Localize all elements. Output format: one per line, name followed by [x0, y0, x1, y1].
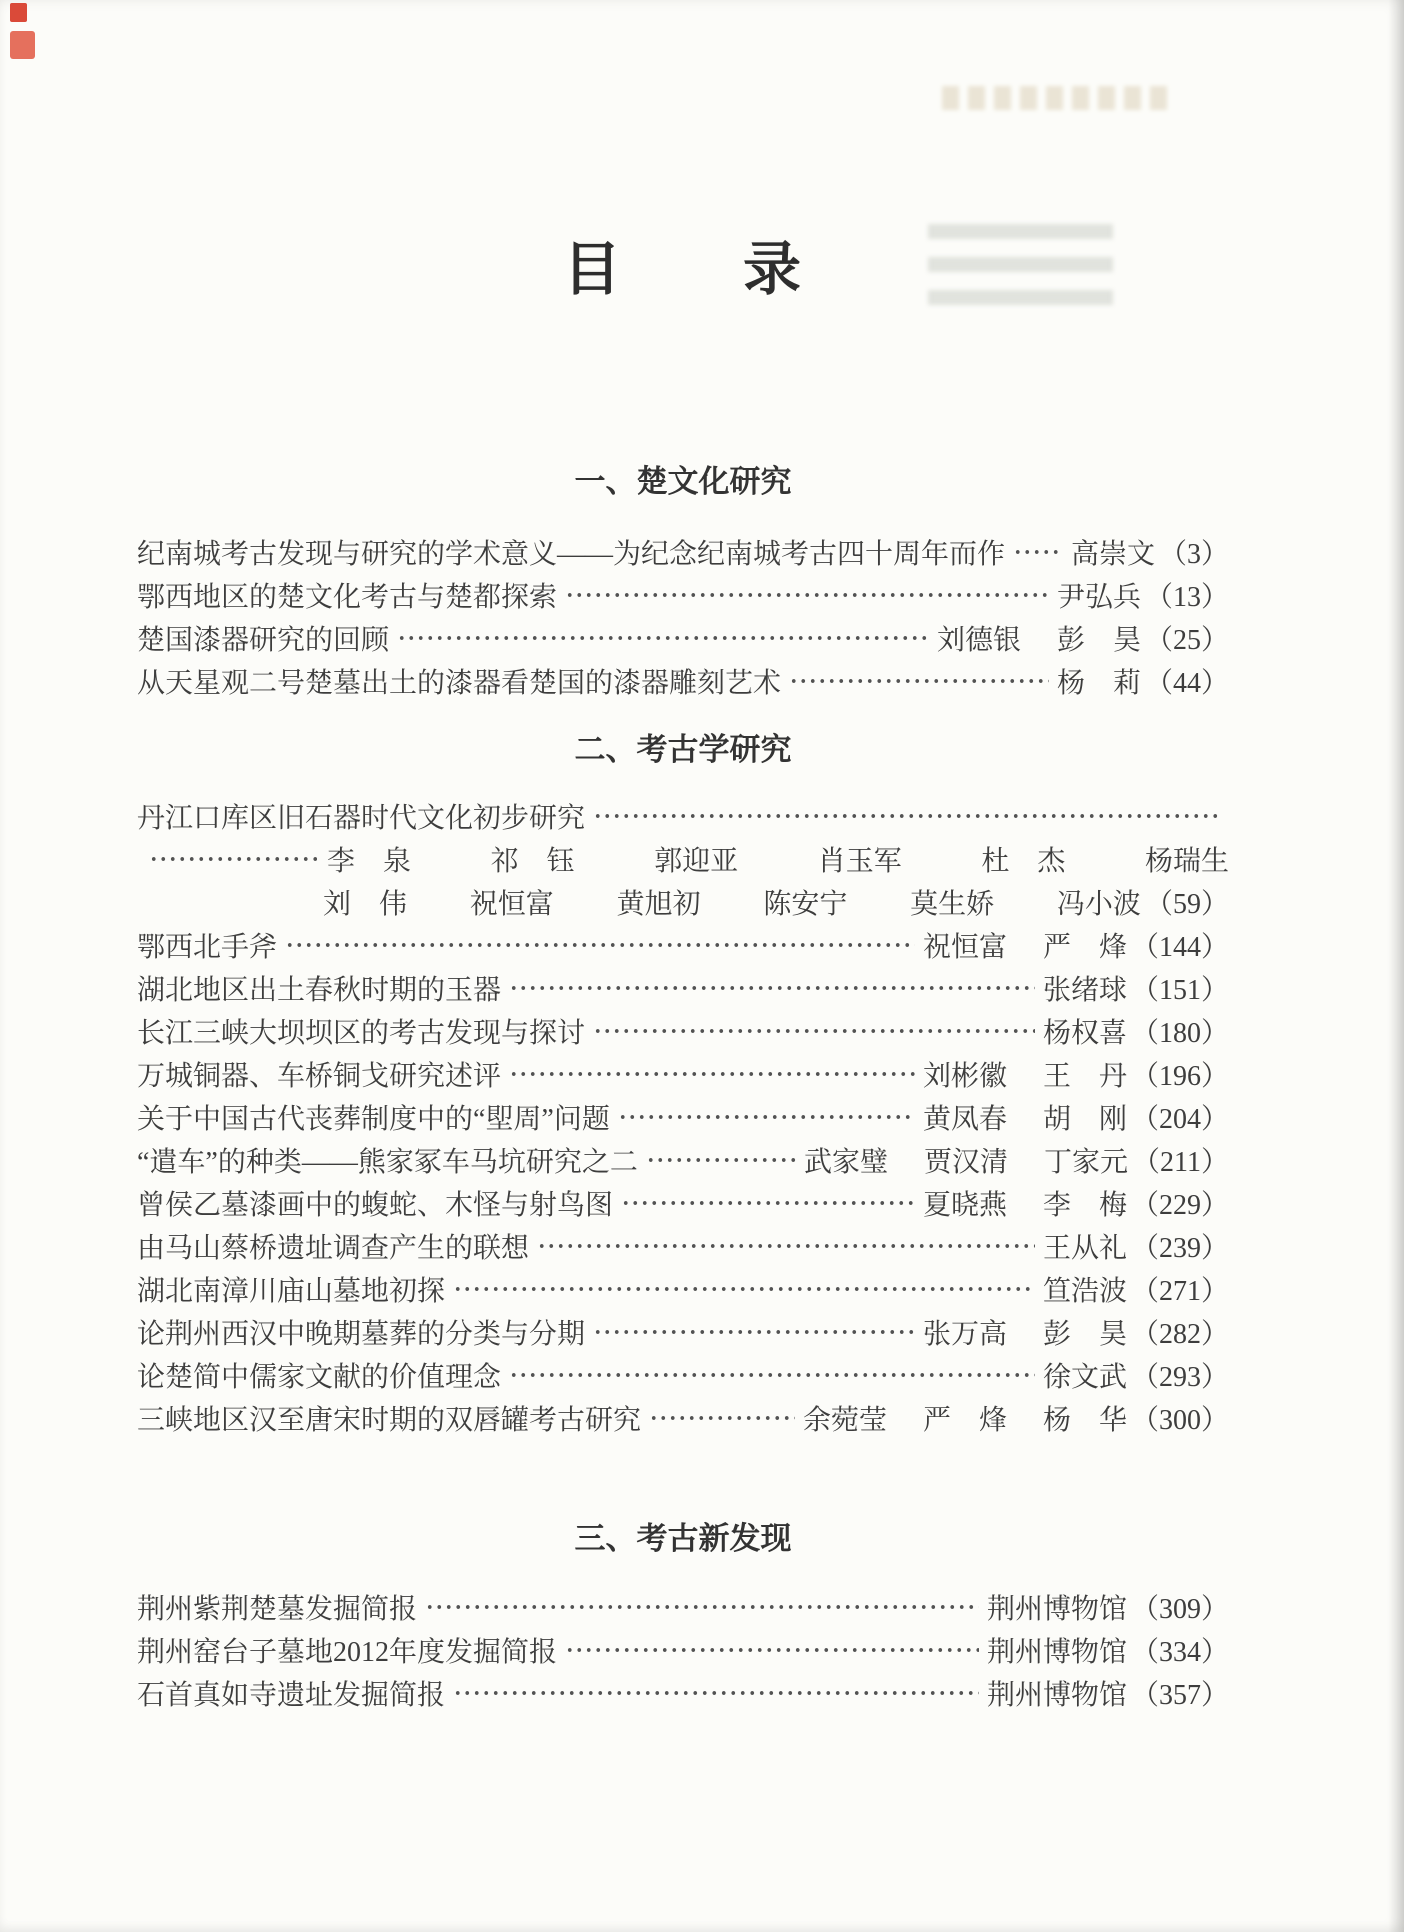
author-name: 严 烽: [922, 1404, 1007, 1436]
entry-authors: [1071, 532, 1155, 572]
entry-page-number: （59）: [1144, 888, 1229, 920]
entry-page-number: （144）: [1130, 931, 1229, 963]
entry-title: 由马山蔡桥遗址调查产生的联想: [137, 1232, 530, 1264]
entry-page-number: （151）: [1130, 974, 1229, 1006]
toc-entry-row: [137, 966, 1229, 1009]
entry-page-number: （334）: [1130, 1636, 1229, 1668]
author-name: 黄旭初: [616, 888, 701, 920]
entry-authors: [923, 925, 1127, 965]
toc-entry-row: [137, 1181, 1229, 1224]
entry-title: “遣车”的种类——熊家冢车马坑研究之二: [137, 1146, 638, 1178]
toc-entry-row: [137, 880, 1229, 923]
author-name: 郭迎亚: [654, 845, 739, 877]
author-name: 笪浩波: [1042, 1275, 1127, 1307]
entry-page-number: （44）: [1144, 667, 1229, 699]
dot-leader: [789, 667, 1049, 695]
author-name: 荆州博物馆: [986, 1679, 1127, 1711]
author-name: 高崇文: [1070, 538, 1155, 570]
scan-artifact-red-mark-top: [10, 3, 27, 22]
dot-leader: [509, 974, 1035, 1002]
author-name: 尹弘兵: [1056, 581, 1141, 613]
author-name: 杨 莉: [1056, 667, 1141, 699]
entry-page-number: （300）: [1130, 1404, 1229, 1436]
author-name: 祁 钰: [490, 845, 575, 877]
author-name: 冯小波: [1056, 888, 1141, 920]
author-name: 张绪球: [1042, 974, 1127, 1006]
entry-title: 楚国漆器研究的回顾: [137, 624, 390, 656]
entry-title: 论荆州西汉中晚期墓葬的分类与分期: [137, 1318, 586, 1350]
dot-leader: [593, 1017, 1035, 1045]
toc-entry-row: [137, 1138, 1229, 1181]
dot-leader: [646, 1146, 796, 1174]
dot-leader: [149, 845, 317, 873]
author-name: 肖玉军: [817, 845, 902, 877]
author-name: 莫生娇: [910, 888, 995, 920]
author-name: 杜 杰: [981, 845, 1066, 877]
section-entries: [137, 1585, 1229, 1714]
author-name: 余菀莹: [802, 1404, 887, 1436]
author-name: 贾汉清: [924, 1146, 1009, 1178]
author-name: 荆州博物馆: [986, 1636, 1127, 1668]
dot-leader: [565, 1636, 979, 1664]
toc-entry-row: [137, 573, 1229, 616]
entry-title: 长江三峡大坝坝区的考古发现与探讨: [137, 1017, 586, 1049]
dot-leader: [509, 1361, 1035, 1389]
toc-entry-row: [137, 530, 1229, 573]
entry-authors: [937, 618, 1141, 658]
entry-authors: [923, 1097, 1127, 1137]
entry-title: 鄂西北手斧: [137, 931, 278, 963]
entry-authors: [987, 1673, 1127, 1713]
entry-authors: [1057, 661, 1141, 701]
entry-page-number: （229）: [1130, 1189, 1229, 1221]
author-name: 王从礼: [1042, 1232, 1127, 1264]
entry-page-number: （309）: [1130, 1593, 1229, 1625]
author-name: 荆州博物馆: [986, 1593, 1127, 1625]
toc-entry-row: [137, 794, 1229, 837]
author-name: 陈安宁: [763, 888, 848, 920]
author-name: 严 烽: [1042, 931, 1127, 963]
dot-leader: [425, 1593, 979, 1621]
entry-page-number: （271）: [1130, 1275, 1229, 1307]
toc-entry-row: [137, 1310, 1229, 1353]
dot-leader: [537, 1232, 1035, 1260]
dot-leader: [593, 1318, 915, 1346]
entry-page-number: （282）: [1130, 1318, 1229, 1350]
author-name: 李 泉: [327, 845, 412, 877]
entry-page-number: （239）: [1130, 1232, 1229, 1264]
dot-leader: [285, 931, 915, 959]
author-name: 黄凤春: [922, 1103, 1007, 1135]
entry-page-number: （13）: [1144, 581, 1229, 613]
dot-leader: [649, 1404, 795, 1432]
entry-authors: [923, 1183, 1127, 1223]
toc-entry-row: [137, 1585, 1229, 1628]
entry-title: 曾侯乙墓漆画中的蝮蛇、木怪与射鸟图: [137, 1189, 614, 1221]
entry-title: 三峡地区汉至唐宋时期的双唇罐考古研究: [137, 1404, 642, 1436]
author-name: 刘德银: [936, 624, 1021, 656]
toc-entry-row: [137, 1095, 1229, 1138]
entry-title: 鄂西地区的楚文化考古与楚都探索: [137, 581, 558, 613]
entry-page-number: （196）: [1130, 1060, 1229, 1092]
entry-authors: [1057, 575, 1141, 615]
scan-artifact-red-mark-bottom: [10, 31, 35, 59]
entry-title: 湖北地区出土春秋时期的玉器: [137, 974, 502, 1006]
dot-leader: [453, 1679, 979, 1707]
entry-page-number: （25）: [1144, 624, 1229, 656]
section-heading: 一、楚文化研究: [574, 464, 792, 499]
entry-authors: [1043, 1269, 1127, 1309]
author-name: 祝恒富: [469, 888, 554, 920]
toc-entry-row: [137, 1009, 1229, 1052]
entry-page-number: （293）: [1130, 1361, 1229, 1393]
author-name: 祝恒富: [922, 931, 1007, 963]
entry-authors: [1043, 968, 1127, 1008]
author-name: 夏晓燕: [922, 1189, 1007, 1221]
entry-authors: [1043, 1355, 1127, 1395]
page-title: 目 录: [562, 237, 803, 302]
entry-authors: [987, 1587, 1127, 1627]
dot-leader: [397, 624, 929, 652]
entry-page-number: （180）: [1130, 1017, 1229, 1049]
section-heading: 三、考古新发现: [574, 1521, 792, 1556]
toc-entry-row: [137, 1396, 1229, 1439]
entry-page-number: （3）: [1158, 538, 1229, 570]
entry-title: 石首真如寺遗址发掘简报: [137, 1679, 446, 1711]
entry-authors: [803, 1398, 1127, 1438]
author-name: 刘 伟: [323, 888, 408, 920]
entry-page-number: （204）: [1130, 1103, 1229, 1135]
dot-leader: [453, 1275, 1035, 1303]
entry-authors: [987, 1630, 1127, 1670]
author-name: 武家璧: [803, 1146, 888, 1178]
toc-content: [137, 0, 1229, 1714]
entry-title: 关于中国古代丧葬制度中的“堲周”问题: [137, 1103, 610, 1135]
toc-entry-row: [137, 923, 1229, 966]
entry-authors: [923, 1312, 1127, 1352]
entry-title: 从天星观二号楚墓出土的漆器看楚国的漆器雕刻艺术: [137, 667, 782, 699]
toc-entry-row: [137, 1267, 1229, 1310]
toc-entry-row: [137, 1628, 1229, 1671]
toc-entry-row: [137, 1224, 1229, 1267]
author-name: 彭 昊: [1042, 1318, 1127, 1350]
toc-entry-row: [137, 659, 1229, 702]
dot-leader: [1013, 538, 1063, 566]
toc-sections: [137, 462, 1229, 1714]
entry-authors: [804, 1140, 1128, 1180]
section-entries: [137, 530, 1229, 702]
entry-authors: [327, 839, 1229, 879]
entry-title: 荆州紫荆楚墓发掘简报: [137, 1593, 418, 1625]
entry-page-number: （357）: [1130, 1679, 1229, 1711]
entry-authors: [923, 1054, 1127, 1094]
entry-authors: [1043, 1226, 1127, 1266]
page-edge-shadow: [1388, 0, 1404, 1932]
toc-entry-row: [137, 1671, 1229, 1714]
entry-title: 荆州窑台子墓地2012年度发掘简报: [137, 1636, 558, 1668]
author-name: 刘彬徽: [922, 1060, 1007, 1092]
author-name: 胡 刚: [1042, 1103, 1127, 1135]
dot-leader: [621, 1189, 915, 1217]
entry-title: 论楚简中儒家文献的价值理念: [137, 1361, 502, 1393]
entry-title: 纪南城考古发现与研究的学术意义——为纪念纪南城考古四十周年而作: [137, 538, 1006, 570]
toc-entry-row: [137, 1052, 1229, 1095]
dot-leader: [618, 1103, 915, 1131]
entry-authors: [323, 882, 1141, 922]
author-name: 杨权喜: [1042, 1017, 1127, 1049]
entry-authors: [1043, 1011, 1127, 1051]
toc-entry-row: [137, 616, 1229, 659]
author-name: 彭 昊: [1056, 624, 1141, 656]
author-name: 杨瑞生: [1144, 845, 1229, 877]
section-entries: [137, 794, 1229, 1439]
author-name: 王 丹: [1042, 1060, 1127, 1092]
author-name: 李 梅: [1042, 1189, 1127, 1221]
author-name: 徐文武: [1042, 1361, 1127, 1393]
toc-entry-row: [137, 1353, 1229, 1396]
dot-leader: [593, 802, 1221, 830]
entry-page-number: （211）: [1132, 1146, 1229, 1178]
author-name: 张万高: [922, 1318, 1007, 1350]
author-name: 杨 华: [1042, 1404, 1127, 1436]
toc-entry-row: [137, 837, 1229, 880]
entry-title: 湖北南漳川庙山墓地初探: [137, 1275, 446, 1307]
dot-leader: [509, 1060, 915, 1088]
entry-title: 万城铜器、车桥铜戈研究述评: [137, 1060, 502, 1092]
section-heading: 二、考古学研究: [574, 732, 792, 767]
entry-title: 丹江口库区旧石器时代文化初步研究: [137, 802, 586, 834]
author-name: 丁家元: [1044, 1146, 1129, 1178]
dot-leader: [565, 581, 1049, 609]
